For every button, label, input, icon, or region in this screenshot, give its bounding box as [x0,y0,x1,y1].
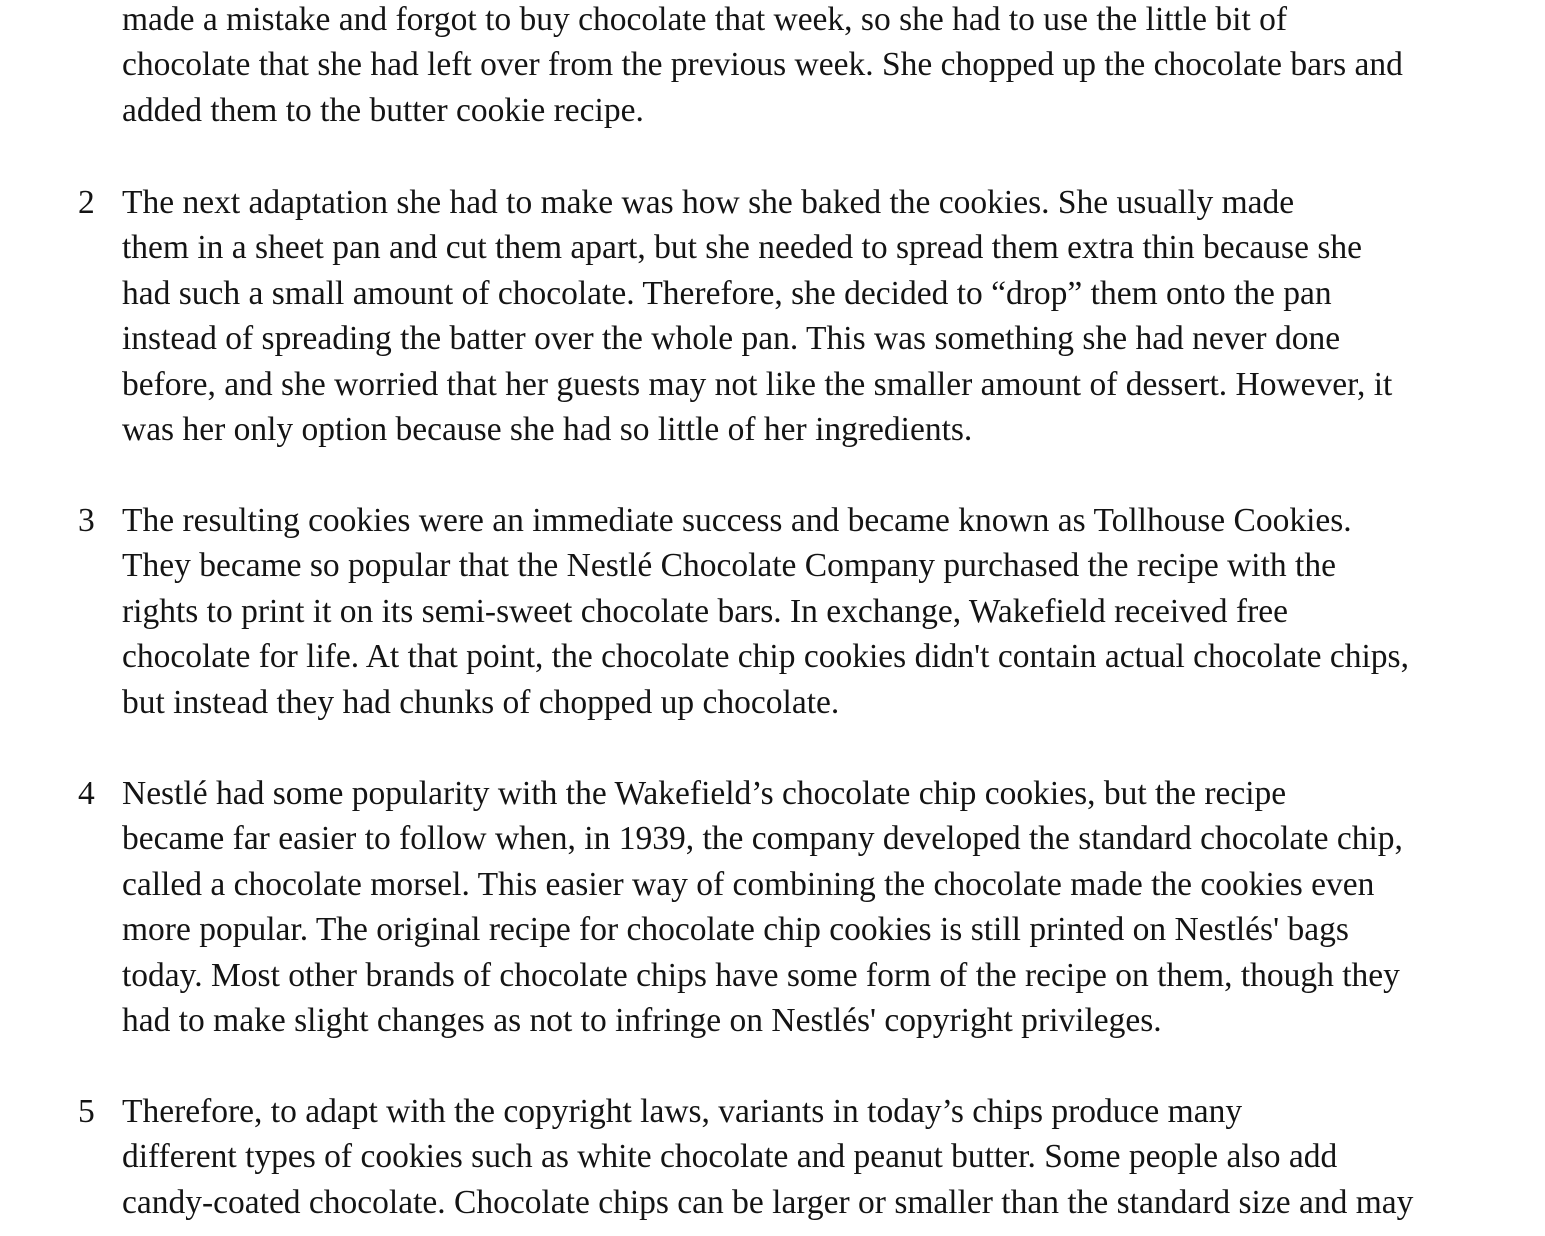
paragraph-number: 5 [78,1093,95,1130]
paragraph-number: 4 [78,775,95,812]
paragraph-number: 2 [78,184,95,221]
paragraph-text: The next adaptation she had to make was how she baked the cookies. She usually made them in a sheet pan and cut them apart, but she needed to spread them extra thin because she had such a small amount of chocolate. Therefore, she decided to “drop” them onto the pan instead of spreading the batter over the whole pan. This was something she had never done before, and she worried that her guests may not like the smaller amount of dessert. However, it was her only option because she had so little of her ingredients. [122,184,1393,449]
paragraph-text: The resulting cookies were an immediate success and became known as Tollhouse Cookies. They became so popular that the Nestlé Chocolate Company purchased the recipe with the rights to print it on its semi-sweet chocolate bars. In exchange, Wakefield received free chocolate for life. At that point, the chocolate chip cookies didn't contain actual chocolate chips, but instead they had chunks of chopped up chocolate. [122,502,1409,721]
paragraph-text: Nestlé had some popularity with the Wakefield’s chocolate chip cookies, but the recipe became far easier to follow when, in 1939, the company developed the standard chocolate chip, called a chocolate morsel. This easier way of combining the chocolate made the cookies even more popular. The original recipe for chocolate chip cookies is still printed on Nestlés' bags today. Most other brands of chocolate chips have some form of the recipe on them, though they had to make slight changes as not to infringe on Nestlés' copyright privileges. [122,775,1403,1040]
paragraph-text: Therefore, to adapt with the copyright laws, variants in today’s chips produce many different types of cookies such as white chocolate and peanut butter. Some people also add candy-coated chocolate. Chocolate chips can be larger or smaller than the standard size and may [122,1093,1414,1221]
paragraph-number: 3 [78,502,95,539]
paragraph-continuation-text: made a mistake and forgot to buy chocolate that week, so she had to use the little bit of chocolate that she had left over from the previous week. She chopped up the chocolate bars and added them to the butter cookie recipe. [122,1,1403,129]
